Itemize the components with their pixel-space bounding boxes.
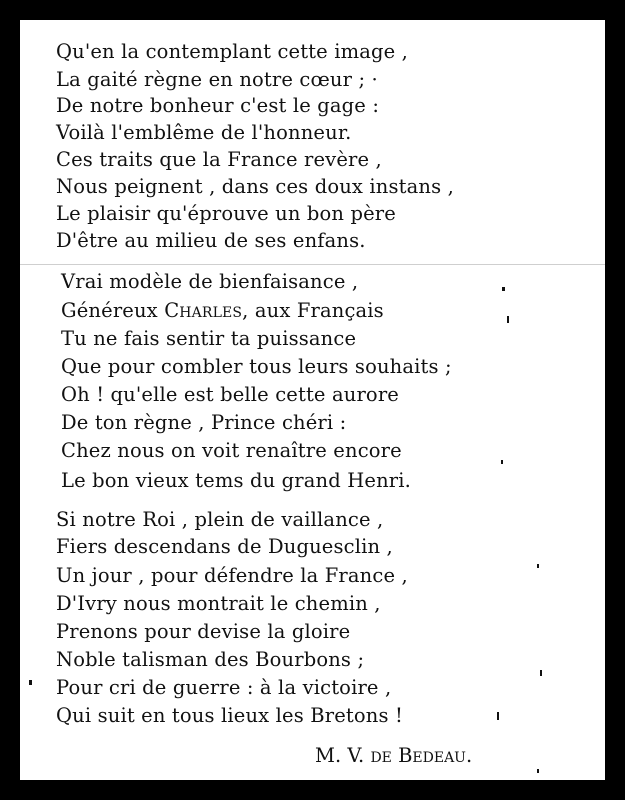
stanza2-line6: De ton règne , Prince chéri : [61, 411, 347, 434]
stanza1-line2: La gaité règne en notre cœur ; · [56, 68, 378, 91]
stanza1-line7: Le plaisir qu'éprouve un bon père [56, 202, 396, 225]
stanza3-line6: Noble talisman des Bourbons ; [56, 648, 365, 671]
stanza1-line1: Qu'en la contemplant cette image , [56, 40, 409, 63]
stanza2-line1: Vrai modèle de bienfaisance , [61, 270, 359, 293]
signature-prefix: M. V. [315, 744, 371, 767]
page-seam [20, 264, 605, 265]
ink-speck [497, 712, 499, 720]
ink-speck [501, 460, 503, 464]
stanza3-line2: Fiers descendans de Duguesclin , [56, 535, 393, 558]
stanza3-line1: Si notre Roi , plein de vaillance , [56, 508, 384, 531]
stanza2-line7: Chez nous on voit renaître encore [61, 439, 402, 462]
ink-speck [537, 769, 539, 773]
stanza2-king-name: Charles [164, 299, 243, 322]
stanza1-line5: Ces traits que la France revère , [56, 148, 382, 171]
stanza1-line8: D'être au milieu de ses enfans. [56, 229, 366, 252]
stanza2-line2-after: , aux Français [242, 299, 384, 322]
stanza1-line4: Voilà l'emblême de l'honneur. [56, 121, 352, 144]
document-page [20, 20, 605, 780]
stanza1-line6: Nous peignent , dans ces doux instans , [56, 175, 454, 198]
ink-speck [540, 670, 542, 676]
stanza2-line4: Que pour combler tous leurs souhaits ; [61, 355, 452, 378]
stanza3-line8: Qui suit en tous lieux les Bretons ! [56, 704, 403, 727]
stanza2-line2-before: Généreux [61, 299, 165, 322]
stanza2-line8: Le bon vieux tems du grand Henri. [61, 469, 412, 492]
stanza3-line7: Pour cri de guerre : à la victoire , [56, 676, 392, 699]
stanza2-line3: Tu ne fais sentir ta puissance [61, 327, 357, 350]
author-signature [315, 745, 472, 767]
stanza1-line3: De notre bonheur c'est le gage : [56, 94, 380, 117]
stanza3-line5: Prenons pour devise la gloire [56, 620, 351, 643]
stanza3-line4: D'Ivry nous montrait le chemin , [56, 592, 381, 615]
stanza2-line2 [61, 300, 384, 322]
ink-speck [507, 316, 509, 323]
ink-speck [29, 680, 32, 685]
ink-speck [537, 564, 539, 568]
stanza3-line3: Un jour , pour défendre la France , [56, 564, 408, 587]
ink-speck [502, 287, 505, 291]
signature-name: de Bedeau. [370, 744, 473, 767]
stanza2-line5: Oh ! qu'elle est belle cette aurore [61, 383, 399, 406]
